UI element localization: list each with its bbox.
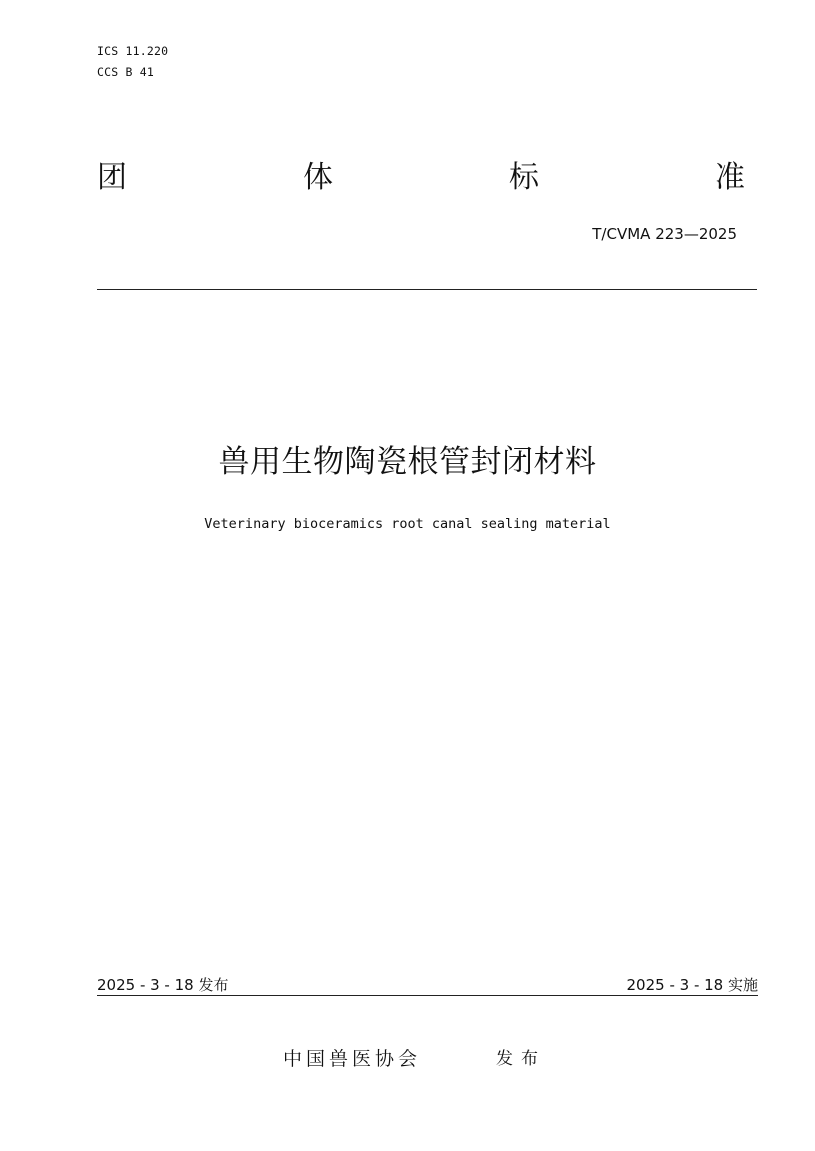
effective-date: 2025 - 3 - 18 实施 [626, 976, 758, 994]
classification-codes [97, 41, 168, 83]
footer-divider [97, 995, 758, 996]
publish-label: 发布 [496, 1049, 546, 1069]
header-divider [97, 289, 757, 290]
standard-type-char-2: 体 [303, 160, 333, 195]
publisher-name: 中国兽医协会 [283, 1048, 422, 1070]
standard-type-char-4: 准 [715, 160, 745, 195]
release-date: 2025 - 3 - 18 发布 [97, 976, 229, 994]
standard-number: T/CVMA 223—2025 [592, 225, 737, 243]
ics-code: ICS 11.220 [97, 44, 169, 58]
standard-type-char-3: 标 [509, 160, 539, 195]
document-title-english: Veterinary bioceramics root canal sealing material [204, 516, 611, 532]
standard-type-heading [97, 158, 745, 198]
standard-type-char-1: 团 [97, 160, 127, 195]
ccs-code: CCS B 41 [97, 65, 154, 79]
document-title-chinese: 兽用生物陶瓷根管封闭材料 [218, 444, 597, 480]
